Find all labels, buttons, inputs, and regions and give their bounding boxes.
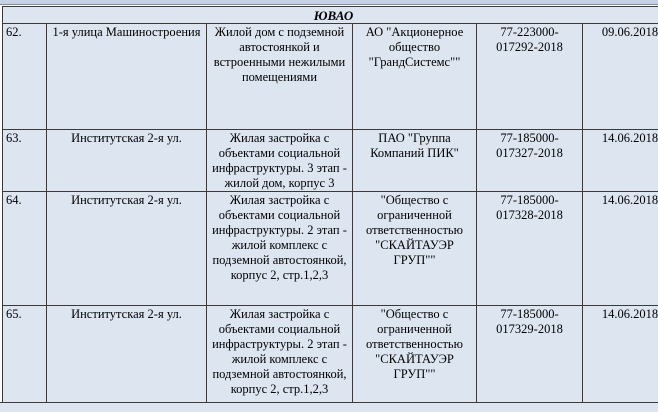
permit-number-cell: 77-185000-017328-2018 <box>477 192 583 306</box>
date-cell: 09.06.2018 <box>583 24 658 130</box>
street-cell: Институтская 2-я ул. <box>47 306 207 412</box>
developer-cell: "Общество с ограниченной ответственностью "СКАЙТАУЭР ГРУП"" <box>353 306 477 412</box>
row-number: 64. <box>3 192 47 306</box>
date-cell: 14.06.2018 <box>583 192 658 306</box>
table-row <box>3 192 658 306</box>
table-row <box>3 24 658 130</box>
table-row <box>3 130 658 192</box>
next-row-edge <box>0 402 658 412</box>
object-cell: Жилой дом с подземной автостоянкой и встроенными нежилыми помещениями <box>207 24 353 130</box>
date-cell: 14.06.2018 <box>583 130 658 192</box>
row-number: 63. <box>3 130 47 192</box>
permit-number-cell: 77-185000-017329-2018 <box>477 306 583 412</box>
row-number: 65. <box>3 306 47 412</box>
region-title: ЮВАО <box>3 7 658 24</box>
region-header-row <box>3 7 658 24</box>
developer-cell: АО "Акционерное общество "ГрандСистемс"" <box>353 24 477 130</box>
table-row <box>3 306 658 412</box>
row-number: 62. <box>3 24 47 130</box>
table-top-border <box>0 0 658 5</box>
street-cell: Институтская 2-я ул. <box>47 130 207 192</box>
developer-cell: "Общество с ограниченной ответственностью "СКАЙТАУЭР ГРУП"" <box>353 192 477 306</box>
object-cell: Жилая застройка с объектами социальной инфраструктуры. 2 этап - жилой комплекс с подземной автостоянкой, корпус 2, стр.1,2,3 <box>207 306 353 412</box>
object-cell: Жилая застройка с объектами социальной инфраструктуры. 2 этап - жилой комплекс с подземной автостоянкой, корпус 2, стр.1,2,3 <box>207 192 353 306</box>
permit-number-cell: 77-185000-017327-2018 <box>477 130 583 192</box>
street-cell: Институтская 2-я ул. <box>47 192 207 306</box>
permits-table <box>2 6 658 412</box>
street-cell: 1-я улица Машиностроения <box>47 24 207 130</box>
developer-cell: ПАО "Группа Компаний ПИК" <box>353 130 477 192</box>
permit-number-cell: 77-223000-017292-2018 <box>477 24 583 130</box>
date-cell: 14.06.2018 <box>583 306 658 412</box>
object-cell: Жилая застройка с объектами социальной инфраструктуры. 3 этап - жилой дом, корпус 3 <box>207 130 353 192</box>
